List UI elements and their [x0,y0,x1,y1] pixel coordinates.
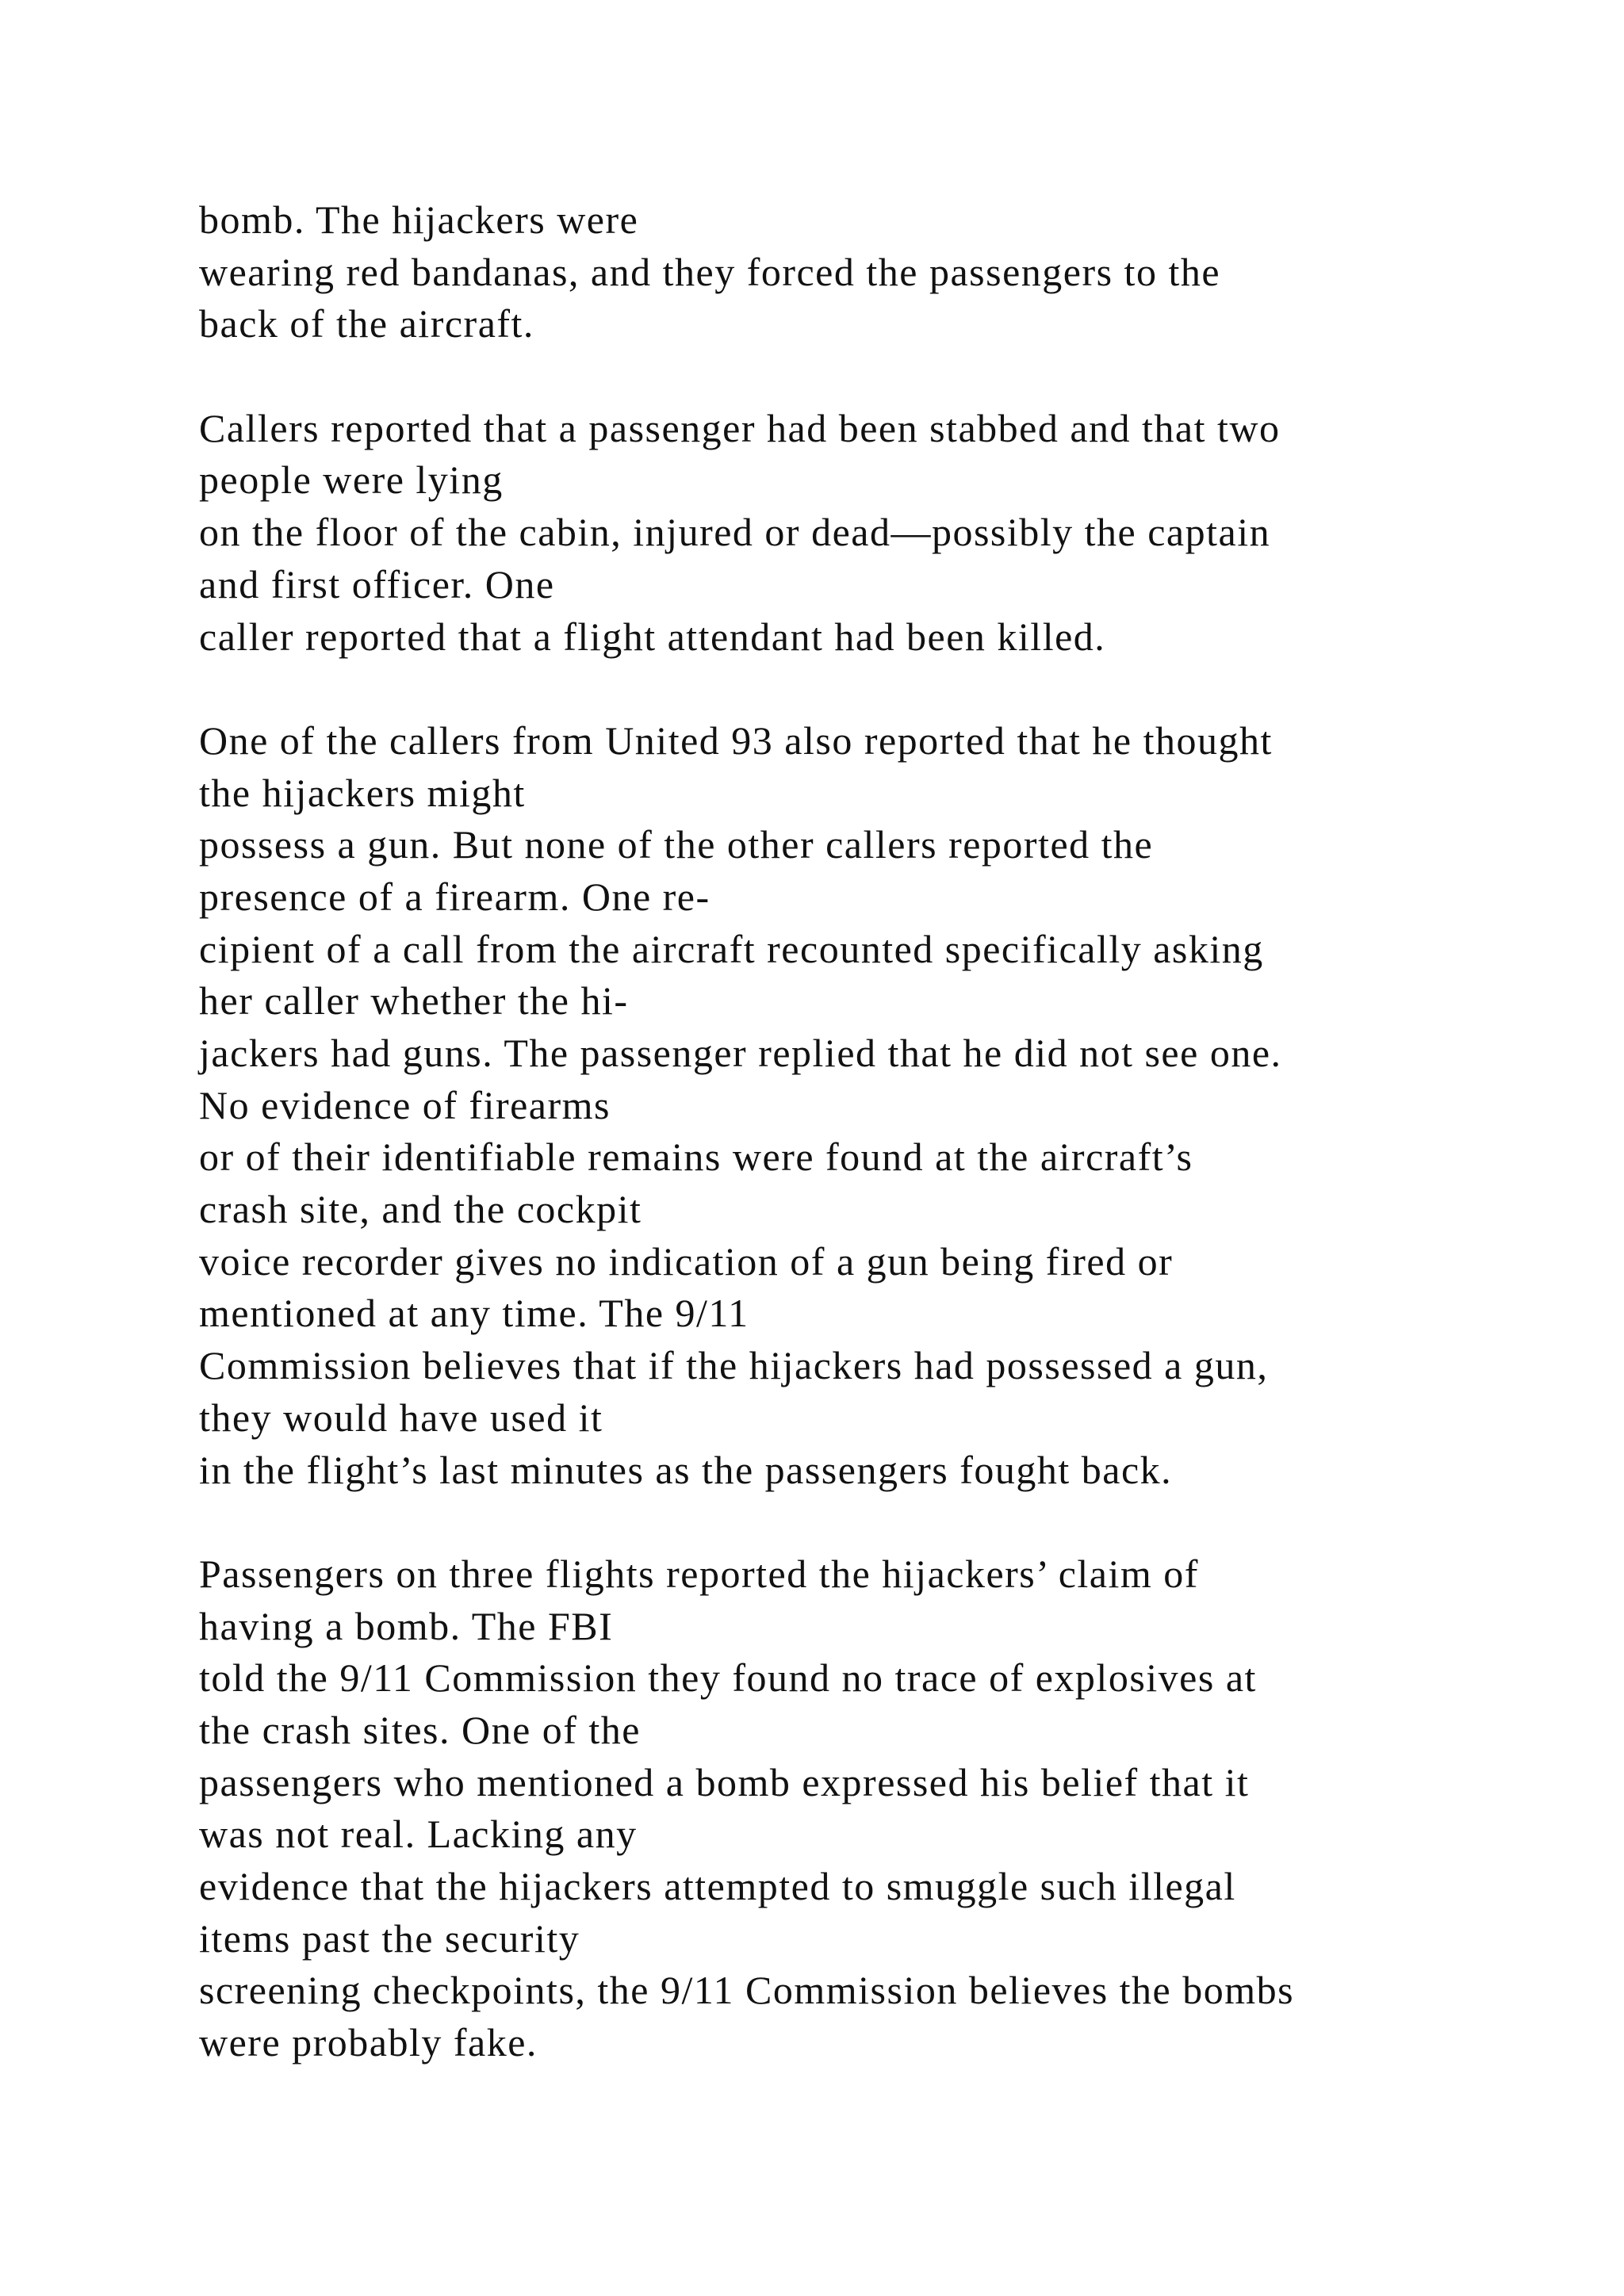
paragraph-2 [199,403,1595,663]
paragraph-4 [199,1548,1595,2069]
text-line: items past the security [199,1915,580,1961]
paragraph-gap [199,350,1595,403]
text-line: was not real. Lacking any [199,1812,638,1857]
text-line: back of the aircraft. [199,301,534,346]
text-line: Callers reported that a passenger had been stabbed and that two [199,405,1281,450]
text-line: wearing red bandanas, and they forced the passengers to the [199,249,1221,294]
text-line: the hijackers might [199,770,526,815]
text-line: the crash sites. One of the [199,1707,642,1752]
body-text [199,194,1595,2069]
text-line: people were lying [199,457,504,503]
text-line: on the floor of the cabin, injured or dead—possibly the captain [199,510,1271,555]
text-line: Commission believes that if the hijackers had possessed a gun, [199,1343,1269,1388]
paragraph-1 [199,194,1595,350]
text-line: Passengers on three flights reported the hijackers’ claim of [199,1551,1199,1596]
text-line: told the 9/11 Commission they found no trace of explosives at [199,1655,1257,1701]
text-line: evidence that the hijackers attempted to smuggle such illegal [199,1864,1236,1908]
text-line: in the flight’s last minutes as the passengers fought back. [199,1447,1173,1492]
text-line: caller reported that a flight attendant had been killed. [199,614,1106,659]
text-line: or of their identifiable remains were found at the aircraft’s [199,1135,1193,1180]
text-line: mentioned at any time. The 9/11 [199,1291,749,1336]
text-line: presence of a firearm. One re- [199,874,710,919]
text-line: screening checkpoints, the 9/11 Commission believes the bombs [199,1968,1295,2013]
text-line: possess a gun. But none of the other callers reported the [199,822,1154,867]
text-line: No evidence of firearms [199,1082,611,1127]
text-line: cipient of a call from the aircraft recounted specifically asking [199,926,1264,971]
text-line: they would have used it [199,1395,603,1440]
text-line: bomb. The hijackers were [199,197,639,242]
text-line: jackers had guns. The passenger replied that he did not see one. [199,1031,1282,1075]
text-line: her caller whether the hi- [199,978,629,1024]
text-line: crash site, and the cockpit [199,1187,642,1232]
paragraph-gap [199,663,1595,715]
text-line: passengers who mentioned a bomb expressed his belief that it [199,1759,1250,1804]
text-line: were probably fake. [199,2020,538,2065]
paragraph-gap [199,1496,1595,1548]
text-line: and first officer. One [199,561,555,607]
paragraph-3 [199,715,1595,1496]
text-line: voice recorder gives no indication of a gun being fired or [199,1238,1174,1284]
text-line: One of the callers from United 93 also reported that he thought [199,718,1273,763]
text-line: having a bomb. The FBI [199,1603,614,1648]
